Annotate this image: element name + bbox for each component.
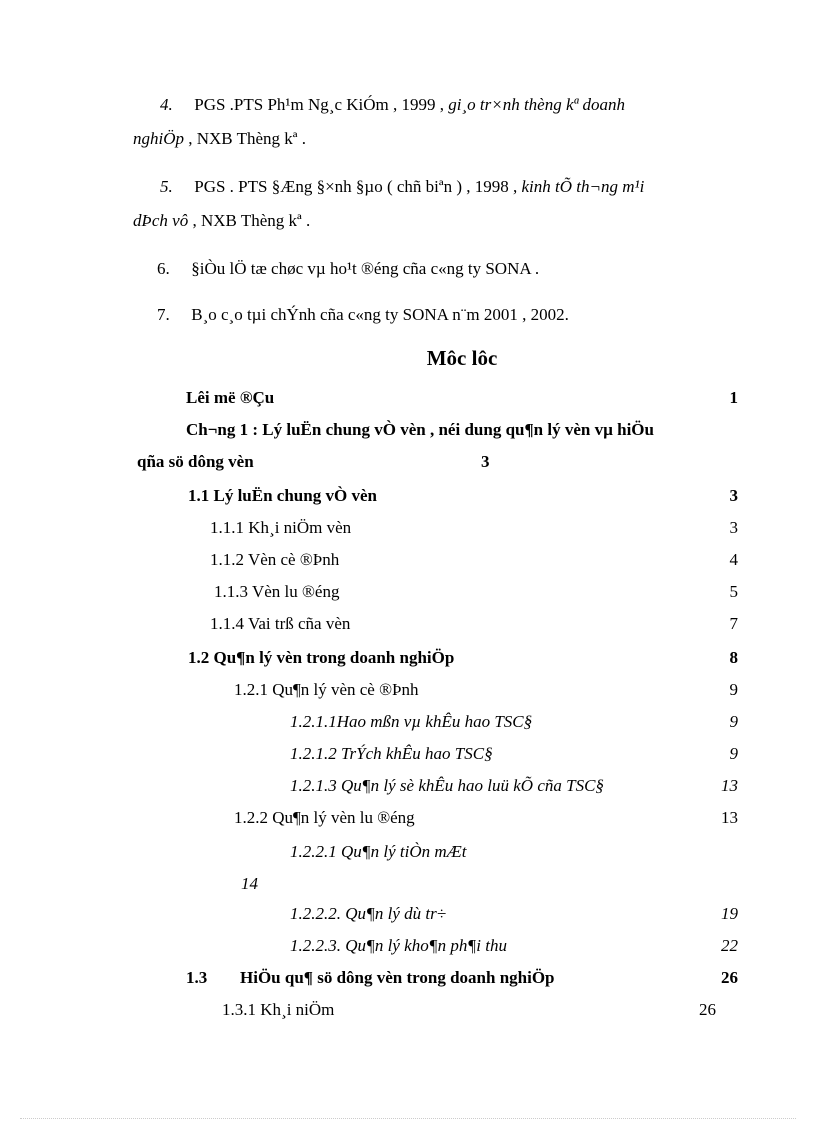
reference-item: [160, 170, 740, 204]
toc-page-number: 3: [729, 518, 738, 537]
toc-entry[interactable]: [210, 550, 740, 570]
toc-entry-label: 1.2 Qu¶n lý vèn trong doanh nghiÖp: [188, 648, 455, 667]
toc-page-number: 3: [481, 452, 490, 471]
toc-entry[interactable]: [290, 776, 740, 796]
reference-number: 4.: [160, 95, 173, 114]
toc-entry[interactable]: [186, 420, 654, 440]
toc-page-number: 19: [721, 904, 738, 923]
toc-entry[interactable]: [186, 388, 740, 408]
toc-entry-label: 1.2.2 Qu¶n lý vèn lu ®éng: [234, 808, 415, 827]
reference-number: 5.: [160, 177, 173, 196]
toc-entry-label: 1.1.2 Vèn cè ®Þnh: [210, 550, 340, 569]
toc-entry[interactable]: [290, 842, 467, 862]
toc-entry-label: HiÖu qu¶ sö dông vèn trong doanh nghiÖp: [240, 968, 555, 987]
toc-entry[interactable]: [290, 904, 740, 924]
reference-publisher: , NXB Thèng kª .: [192, 211, 311, 230]
reference-title: gi¸o tr×nh thèng kª doanh: [448, 95, 625, 114]
toc-page-number: 9: [729, 712, 738, 731]
toc-page-number: 26: [721, 968, 738, 987]
reference-item: [157, 298, 737, 332]
toc-page-number: 9: [729, 744, 738, 763]
toc-entry-label: 1.2.1 Qu¶n lý vèn cè ®Þnh: [234, 680, 419, 699]
toc-page-number: 7: [729, 614, 738, 633]
reference-title-cont: nghiÖp: [133, 129, 184, 148]
toc-entry-label: 1.2.1.1Hao mßn vµ khÊu hao TSC§: [290, 712, 533, 731]
toc-page-number: 5: [729, 582, 738, 601]
toc-entry-label: 1.2.1.3 Qu¶n lý sè khÊu hao luü kÕ cña TSC§: [290, 776, 604, 795]
toc-page-number: 4: [729, 550, 738, 569]
toc-page-number: 13: [721, 808, 738, 827]
toc-entry-label: 1.3.1 Kh¸i niÖm: [222, 1000, 335, 1019]
toc-page-number: 14: [241, 874, 258, 893]
toc-entry-label: 1.2.2.1 Qu¶n lý tiÒn mÆt: [290, 842, 467, 861]
toc-entry[interactable]: [222, 1000, 718, 1020]
toc-entry-label: 1.1.4 Vai trß cña vèn: [210, 614, 351, 633]
toc-entry-label: Ch¬ng 1 : Lý luËn chung vÒ vèn , néi dung qu¶n lý vèn vµ hiÖu: [186, 420, 654, 439]
toc-entry[interactable]: [186, 968, 740, 988]
toc-entry[interactable]: [188, 648, 740, 668]
reference-item: [160, 88, 740, 122]
toc-entry[interactable]: [188, 486, 740, 506]
toc-page-number: 8: [729, 648, 738, 667]
toc-entry-label: 1.1.1 Kh¸i niÖm vèn: [210, 518, 352, 537]
toc-entry-label: Lêi më ®Çu: [186, 388, 275, 407]
reference-title-cont: dÞch vô: [133, 211, 189, 230]
reference-title: kinh tÕ th¬ng m¹i: [521, 177, 645, 196]
toc-page-number: 1: [729, 388, 738, 407]
reference-author: PGS . PTS §Æng §×nh §µo ( chñ biªn ) , 1998 ,: [194, 177, 518, 196]
reference-item-cont: [133, 204, 713, 238]
reference-publisher: , NXB Thèng kª .: [188, 129, 306, 148]
toc-page-number: 13: [721, 776, 738, 795]
toc-entry-label: 1.2.1.2 TrÝch khÊu hao TSC§: [290, 744, 493, 763]
toc-entry-label: 1.2.2.3. Qu¶n lý kho¶n ph¶i thu: [290, 936, 507, 955]
toc-entry-label: 1.2.2.2. Qu¶n lý dù tr÷: [290, 904, 447, 923]
toc-entry[interactable]: [214, 582, 740, 602]
reference-item: [157, 252, 737, 286]
toc-entry[interactable]: [290, 712, 740, 732]
toc-page-number: 26: [699, 1000, 716, 1019]
toc-entry[interactable]: [234, 680, 740, 700]
toc-entry[interactable]: [210, 518, 740, 538]
toc-page-number: 9: [729, 680, 738, 699]
reference-item-cont: [133, 122, 713, 156]
page-bottom-divider: [20, 1118, 796, 1119]
reference-text: B¸o c¸o tµi chÝnh cña c«ng ty SONA n¨m 2001 , 2002.: [191, 305, 569, 324]
toc-page-number: 3: [729, 486, 738, 505]
reference-number: 7.: [157, 305, 170, 324]
reference-text: §iÒu lÖ tæ chøc vµ ho¹t ®éng cña c«ng ty SONA .: [191, 259, 540, 278]
toc-page-number: 22: [721, 936, 738, 955]
reference-author: PGS .PTS Ph¹m Ng¸c KiÓm , 1999 ,: [194, 95, 444, 114]
toc-entry-label: 1.1 Lý luËn chung vÒ vèn: [188, 486, 377, 505]
toc-entry[interactable]: [290, 744, 740, 764]
toc-entry-label: qña sö dông vèn: [137, 452, 254, 471]
toc-entry-label: 1.1.3 Vèn lu ®éng: [214, 582, 340, 601]
toc-entry[interactable]: [234, 808, 740, 828]
toc-entry-number: 1.3: [186, 968, 208, 987]
toc-title: Môc lôc: [426, 346, 498, 370]
toc-entry-cont[interactable]: [137, 452, 497, 472]
reference-number: 6.: [157, 259, 170, 278]
toc-entry[interactable]: [290, 936, 740, 956]
toc-entry[interactable]: [210, 614, 740, 634]
